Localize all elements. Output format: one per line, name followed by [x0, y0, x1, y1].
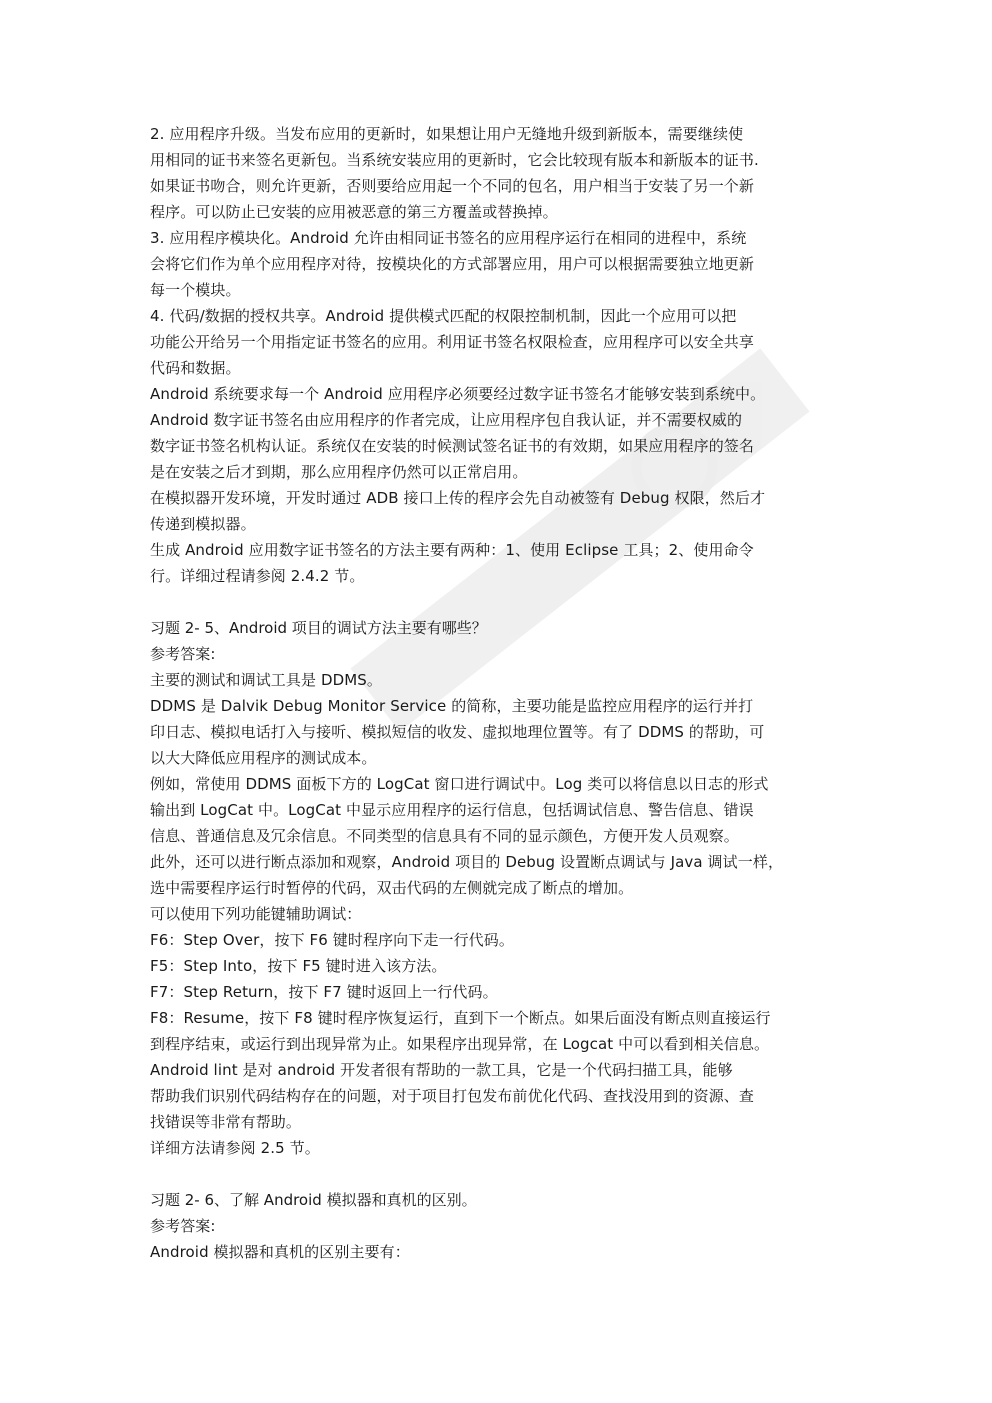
paragraph-line: F7：Step Return，按下 F7 键时返回上一行代码。 [150, 983, 498, 1001]
paragraph-line: 选中需要程序运行时暂停的代码，双击代码的左侧就完成了断点的增加。 [150, 879, 634, 897]
paragraph-line: 主要的测试和调试工具是 DDMS。 [150, 671, 383, 689]
section-continuation [150, 121, 850, 589]
paragraph-line: 例如，常使用 DDMS 面板下方的 LogCat 窗口进行调试中。Log 类可以将信息以日志的形式 [150, 775, 769, 793]
paragraph-line: 代码和数据。 [150, 359, 241, 377]
paragraph-line: 用相同的证书来签名更新包。当系统安装应用的更新时，它会比较现有版本和新版本的证书. [150, 151, 759, 169]
paragraph-line: Android lint 是对 android 开发者很有帮助的一款工具，它是一个代码扫描工具，能够 [150, 1061, 733, 1079]
paragraph-line: 找错误等非常有帮助。 [150, 1113, 302, 1131]
paragraph-line: 4. 代码/数据的授权共享。Android 提供模式匹配的权限控制机制，因此一个应用可以把 [150, 307, 737, 325]
paragraph-line: 功能公开给另一个用指定证书签名的应用。利用证书签名权限检查，应用程序可以安全共享 [150, 333, 755, 351]
paragraph-line: Android 系统要求每一个 Android 应用程序必须要经过数字证书签名才能够安装到系统中。 [150, 385, 766, 403]
paragraph-line: Android 模拟器和真机的区别主要有： [150, 1243, 410, 1261]
paragraph-line: 传递到模拟器。 [150, 515, 256, 533]
paragraph-line: F6：Step Over，按下 F6 键时程序向下走一行代码。 [150, 931, 514, 949]
exercise-title: 习题 2- 5、Android 项目的调试方法主要有哪些？ [150, 619, 487, 637]
paragraph-line: 信息、普通信息及冗余信息。不同类型的信息具有不同的显示颜色，方便开发人员观察。 [150, 827, 739, 845]
paragraph-line: 3. 应用程序模块化。Android 允许由相同证书签名的应用程序运行在相同的进程中，系统 [150, 229, 747, 247]
answer-label: 参考答案: [150, 645, 216, 663]
exercise-2-5 [150, 615, 850, 1161]
paragraph-line: F5：Step Into，按下 F5 键时进入该方法。 [150, 957, 447, 975]
paragraph-line: F8：Resume，按下 F8 键时程序恢复运行，直到下一个断点。如果后面没有断点则直接运行 [150, 1009, 771, 1027]
answer-label: 参考答案: [150, 1217, 216, 1235]
paragraph-line: 行。详细过程请参阅 2.4.2 节。 [150, 567, 365, 585]
document-body [150, 121, 850, 1265]
paragraph-line: 印日志、模拟电话打入与接听、模拟短信的收发、虚拟地理位置等。有了 DDMS 的帮助，可 [150, 723, 765, 741]
paragraph-line: 2. 应用程序升级。当发布应用的更新时，如果想让用户无缝地升级到新版本，需要继续使 [150, 125, 744, 143]
section-spacer [150, 589, 850, 615]
paragraph-line: Android 数字证书签名由应用程序的作者完成，让应用程序包自我认证，并不需要权威的 [150, 411, 743, 429]
paragraph-line: 每一个模块。 [150, 281, 241, 299]
paragraph-line: 此外，还可以进行断点添加和观察，Android 项目的 Debug 设置断点调试与 Java 调试一样， [150, 853, 784, 871]
paragraph-line: 输出到 LogCat 中。LogCat 中显示应用程序的运行信息，包括调试信息、警告信息、错误 [150, 801, 754, 819]
paragraph-line: 数字证书签名机构认证。系统仅在安装的时候测试签名证书的有效期，如果应用程序的签名 [150, 437, 755, 455]
paragraph-line: 详细方法请参阅 2.5 节。 [150, 1139, 320, 1157]
section-spacer [150, 1161, 850, 1187]
paragraph-line: 生成 Android 应用数字证书签名的方法主要有两种：1、使用 Eclipse 工具；2、使用命令 [150, 541, 754, 559]
exercise-2-6 [150, 1187, 850, 1265]
paragraph-line: 会将它们作为单个应用程序对待，按模块化的方式部署应用，用户可以根据需要独立地更新 [150, 255, 755, 273]
paragraph-line: 程序。可以防止已安装的应用被恶意的第三方覆盖或替换掉。 [150, 203, 558, 221]
paragraph-line: DDMS 是 Dalvik Debug Monitor Service 的简称，主要功能是监控应用程序的运行并打 [150, 697, 754, 715]
paragraph-line: 到程序结束，或运行到出现异常为止。如果程序出现异常，在 Logcat 中可以看到相关信息。 [150, 1035, 770, 1053]
paragraph-line: 帮助我们识别代码结构存在的问题，对于项目打包发布前优化代码、查找没用到的资源、查 [150, 1087, 755, 1105]
paragraph-line: 在模拟器开发环境，开发时通过 ADB 接口上传的程序会先自动被签有 Debug 权限，然后才 [150, 489, 766, 507]
paragraph-line: 如果证书吻合，则允许更新，否则要给应用起一个不同的包名，用户相当于安装了另一个新 [150, 177, 755, 195]
paragraph-line: 以大大降低应用程序的测试成本。 [150, 749, 377, 767]
exercise-title: 习题 2- 6、了解 Android 模拟器和真机的区别。 [150, 1191, 477, 1209]
paragraph-line: 是在安装之后才到期，那么应用程序仍然可以正常启用。 [150, 463, 528, 481]
paragraph-line: 可以使用下列功能键辅助调试： [150, 905, 362, 923]
